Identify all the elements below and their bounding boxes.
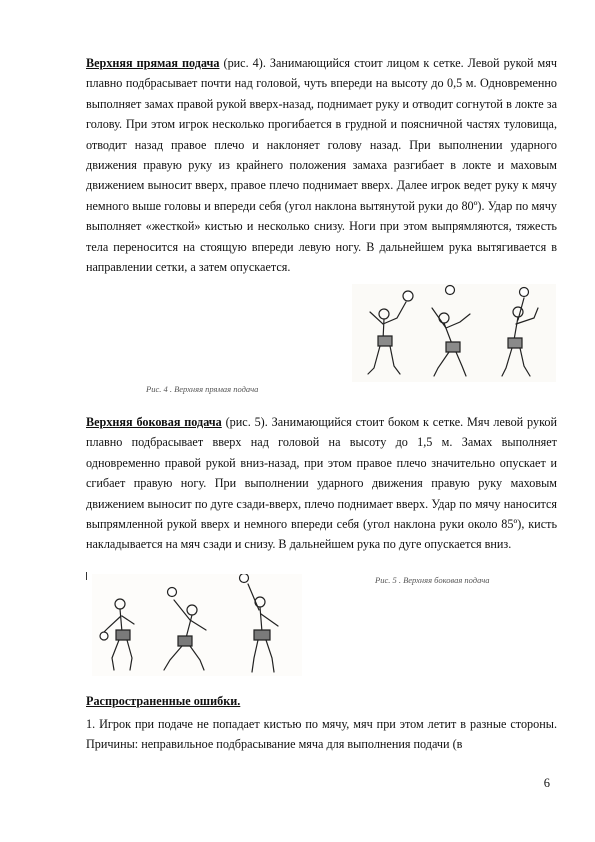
side-serve-sequence-drawing: [92, 574, 302, 676]
serve-sequence-drawing: [352, 284, 556, 382]
figure-5-frame-mark: [86, 572, 87, 580]
section-heading-common-errors: Распространенные ошибки.: [86, 694, 241, 708]
figure-5-illustration: [92, 574, 302, 676]
figure-5-caption: Рис. 5 . Верхняя боковая подача: [375, 575, 490, 585]
page-number: 6: [543, 776, 550, 790]
paragraph-text: (рис. 4). Занимающийся стоит лицом к сетке. Левой рукой мяч плавно подбрасывает почти над головой, чуть впереди на высоту до 0,5 м. Одновременно выполняет замах правой рукой вверх-назад, поднимает руку и отводит согнутой в локте за голову. При этом игрок несколько прогибается в грудной и поясничной частях туловища, отводит назад правое плечо и наклоняет голову назад. При выполнении ударного движения правую руку из крайнего положения замаха разгибает в локте и маховым движением выносит вверх, правое плечо поднимает вверх. Далее игрок ведет руку к мячу немного выше головы и впереди себя (угол наклона вытянутой руки до 80º). Удар по мячу выполняет «жесткой» кистью и несколько снизу. Ноги при этом выпрямляются, тяжесть тела переносится на стоящую впереди левую ногу. В дальнейшем рука вытягивается в направлении сетки, а затем опускается.: [86, 56, 557, 275]
figure-4-caption: Рис. 4 . Верхняя прямая подача: [146, 384, 259, 394]
paragraph-overhead-side-serve: [86, 412, 557, 555]
paragraph-text: (рис. 5). Занимающийся стоит боком к сетке. Мяч левой рукой плавно подбрасывает вверх над головой на высоту до 1,5 м. Замах выполняет одновременно правой рукой вниз-назад, при этом правое плечо значительно опускает и сгибает правую ногу. При выполнении ударного движения правую руку маховым движением выносит по дуге сзади-вверх, плечо поднимает вверх. Удар по мячу наносится выпрямленной рукой вверх и немного впереди себя (угол наклона руки около 85º), кисть накладывается на мяч сзади и снизу. В дальнейшем рука по дуге опускается вниз.: [86, 415, 557, 552]
term-overhead-side-serve: Верхняя боковая подача: [86, 415, 222, 429]
paragraph-error-1: 1. Игрок при подаче не попадает кистью по мячу, мяч при этом летит в разные стороны. Причины: неправильное подбрасывание мяча для выполнения подачи (в: [86, 717, 557, 752]
term-overhead-straight-serve: Верхняя прямая подача: [86, 56, 220, 70]
figure-4-illustration: [352, 284, 556, 382]
paragraph-overhead-straight-serve: [86, 53, 557, 277]
